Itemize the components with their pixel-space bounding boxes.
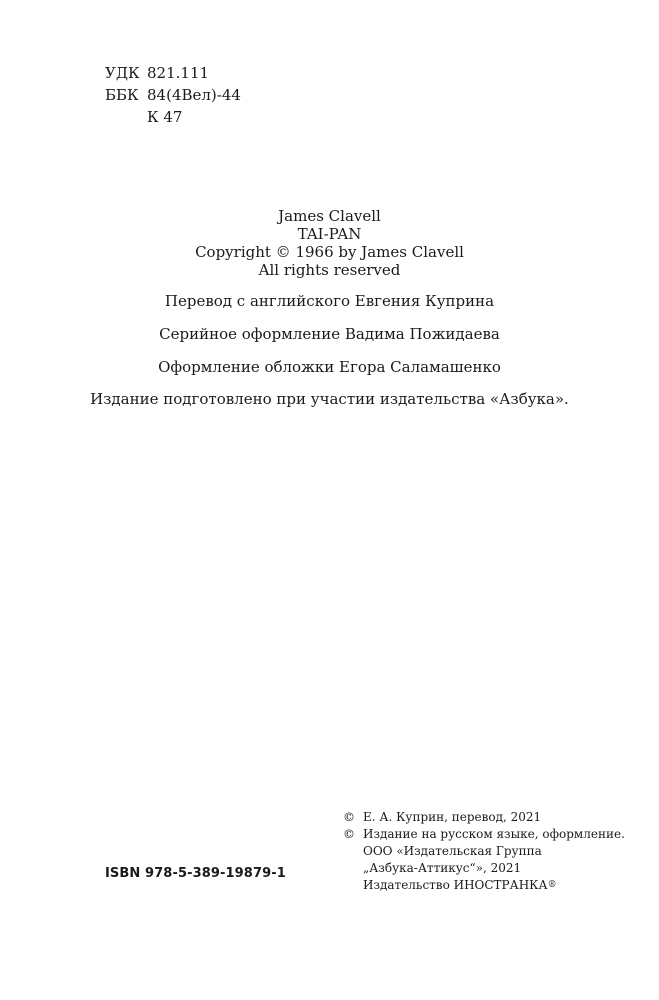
original-author: James Clavell	[278, 207, 381, 225]
copyright-edition-text: Издание на русском языке, оформление.	[363, 827, 625, 841]
bbk-label: ББК	[105, 86, 139, 104]
bbk-value: 84(4Вел)-44	[147, 86, 241, 104]
copyright-line-edition	[343, 826, 625, 843]
copyright-publisher-line: ООО «Издательская Группа	[363, 844, 542, 858]
copyright-imprint-line	[343, 877, 625, 894]
copyright-symbol: ©	[343, 810, 355, 824]
registered-mark: ®	[547, 880, 557, 890]
udk-value: 821.111	[147, 64, 210, 82]
translation-credit: Перевод с английского Евгения Куприна	[164, 292, 495, 310]
original-title: TAI-PAN	[297, 225, 362, 243]
udk-row	[105, 62, 241, 84]
original-edition-info	[0, 207, 659, 279]
cover-design-credit: Оформление обложки Егора Саламашенко	[158, 358, 501, 376]
copyright-publisher-line: „Азбука-Аттикус“», 2021	[363, 861, 522, 875]
bibliographic-codes	[105, 62, 241, 128]
imprint-name: Издательство ИНОСТРАНКА	[363, 878, 548, 892]
original-copyright: Copyright © 1966 by James Clavell	[195, 243, 464, 261]
series-design-credit: Серийное оформление Вадима Пожидаева	[159, 325, 500, 343]
udk-label: УДК	[105, 64, 140, 82]
copyright-translation-text: Е. А. Куприн, перевод, 2021	[363, 810, 542, 824]
edition-note: Издание подготовлено при участии издательства «Азбука».	[90, 390, 569, 408]
copyright-line-translation	[343, 809, 625, 826]
copyright-symbol: ©	[343, 827, 355, 841]
copyright-notices	[343, 809, 625, 894]
isbn: ISBN 978-5-389-19879-1	[105, 866, 286, 881]
bbk-row	[105, 84, 241, 106]
author-mark: К 47	[147, 108, 183, 126]
original-rights: All rights reserved	[258, 261, 401, 279]
